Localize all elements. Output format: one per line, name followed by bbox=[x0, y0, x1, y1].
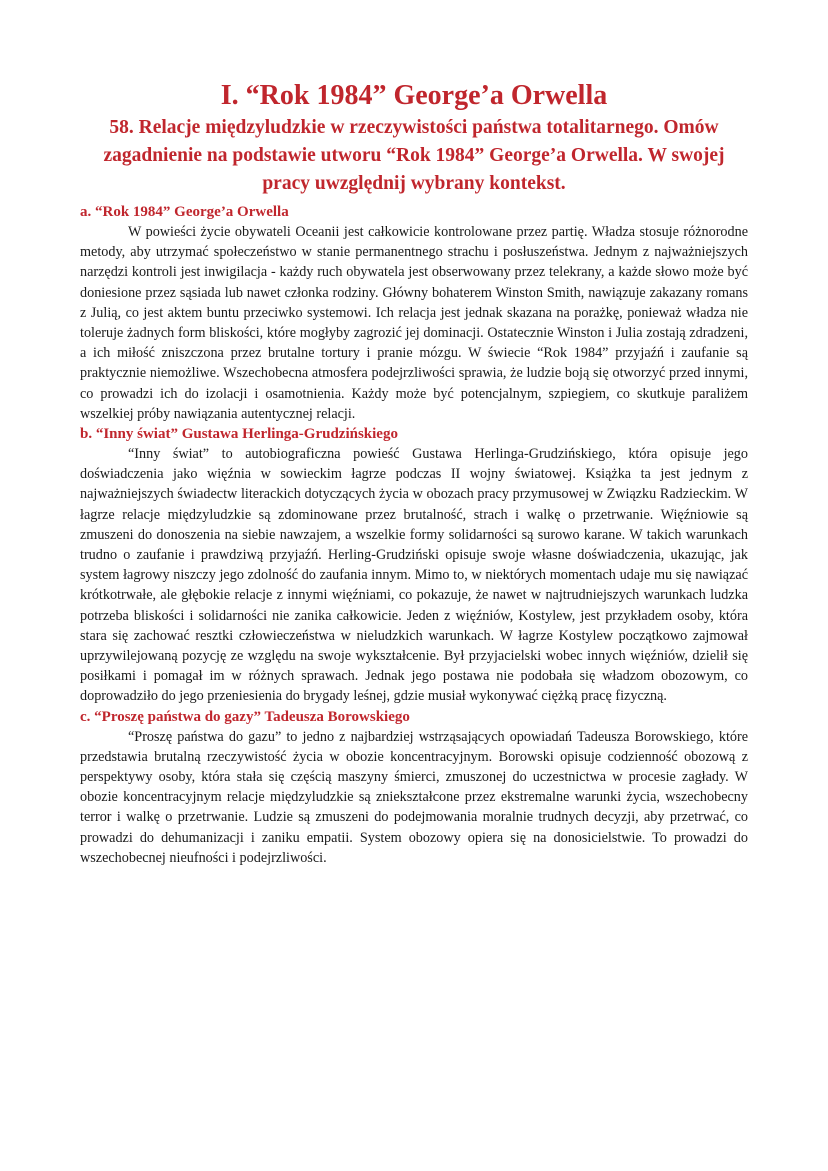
section-heading-a: a. “Rok 1984” George’a Orwella bbox=[80, 204, 289, 220]
section-heading-b: b. “Inny świat” Gustawa Herlinga-Grudzińskiego bbox=[80, 426, 398, 443]
section-herling bbox=[80, 424, 748, 707]
section-body-a: W powieści życie obywateli Oceanii jest całkowicie kontrolowane przez partię. Władza stosuje różnorodne metody, aby utrzymać społeczeństwo w stanie permanentnego strachu i posłuszeństwa. Jednym z najważniejszych narzędzi kontroli jest inwigilacja - każdy ruch obywatela jest obserwowany przez telekrany, a każde słowo może być doniesione przez sąsiada lub nawet członka rodziny. Główny bohaterem Winston Smith, nawiązuje zakazany romans z Julią, co jest aktem buntu przeciwko systemowi. Ich relacja jest jednak skazana na porażkę, ponieważ władza nie toleruje żadnych form bliskości, które mogłyby zagrozić jej dominacji. Ostatecznie Winston i Julia zostają zdradzeni, a ich miłość zniszczona przez brutalne tortury i pranie mózgu. W świecie “Rok 1984” przyjaźń i zaufanie są praktycznie niemożliwe. Wszechobecna atmosfera podejrzliwości sprawia, że ludzie boją się otworzyć przed innymi, co prowadzi ich do izolacji i osamotnienia. Każdy może być potencjalnym, szpiegiem, co skutkuje paraliżem wszelkiej próby nawiązania autentycznej relacji. bbox=[80, 224, 748, 422]
section-body-c: “Proszę państwa do gazu” to jedno z najbardziej wstrząsających opowiadań Tadeusza Borowskiego, które przedstawia brutalną rzeczywistość życia w obozie koncentracyjnym. Borowski opisuje codzienność obozową z perspektywy osoby, która stała się częścią maszyny śmierci, zmuszonej do uczestnictwa w procesie zagłady. W obozie koncentracyjnym relacje międzyludzkie są zniekształcone przez ekstremalne warunki życia, wszechobecny terror i walkę o przetrwanie. Ludzie są zmuszeni do podejmowania moralnie trudnych decyzji, aby przetrwać, co prowadzi do dehumanizacji i zaniku empatii. System obozowy opiera się na donosicielstwie. To prowadzi do wszechobecnej nieufności i podejrzliwości. bbox=[80, 728, 748, 866]
section-orwell bbox=[80, 202, 748, 424]
section-borowski bbox=[80, 707, 748, 868]
document-title: I. “Rok 1984” George’a Orwella bbox=[220, 80, 608, 111]
section-body-b: “Inny świat” to autobiograficzna powieść Gustawa Herlinga-Grudzińskiego, która opisuje jego doświadczenia jako więźnia w sowieckim łagrze podczas II wojny światowej. Książka ta jest jednym z najważniejszych świadectw literackich dotyczących życia w obozach pracy przymusowej w Związku Radzieckim. W łagrze relacje międzyludzkie są zdominowane przez brutalność, strach i walkę o przetrwanie. Więźniowie są zmuszeni do donoszenia na siebie nawzajem, a wszelkie formy solidarności są surowo karane. W takich warunkach trudno o zaufanie i prawdziwą przyjaźń. Herling-Grudziński opisuje swoje własne doświadczenia, ukazując, jak system łagrowy niszczy jego zdolność do zaufania innym. Mimo to, w niektórych momentach udaje mu się nawiązać krótkotrwałe, ale głębokie relacje z innymi więźniami, co pokazuje, że nawet w najtrudniejszych warunkach ludzka potrzeba bliskości i solidarności nie zanika całkowicie. Jeden z więźniów, Kostylew, jest przykładem osoby, która stara się zachować resztki człowieczeństwa w nieludzkich warunkach. W łagrze Kostylew początkowo zajmował uprzywilejowaną pozycję ze względu na swoje wykształcenie. Był przyjacielski wobec innych więźniów, dzielił się posiłkami i pomagał im w różnych sprawach. Jednak jego postawa nie podobała się władzom obozowym, co doprowadziło do jego przeniesienia do brygady leśnej, gdzie musiał wykonywać ciężką pracę fizyczną. bbox=[80, 446, 748, 705]
section-heading-c: c. “Proszę państwa do gazy” Tadeusza Borowskiego bbox=[80, 708, 410, 725]
essay-question: 58. Relacje międzyludzkie w rzeczywistości państwa totalitarnego. Omów zagadnienie na podstawie utworu “Rok 1984” George’a Orwella. W swojej pracy uwzględnij wybrany kontekst. bbox=[103, 117, 725, 194]
document-page bbox=[80, 78, 748, 868]
